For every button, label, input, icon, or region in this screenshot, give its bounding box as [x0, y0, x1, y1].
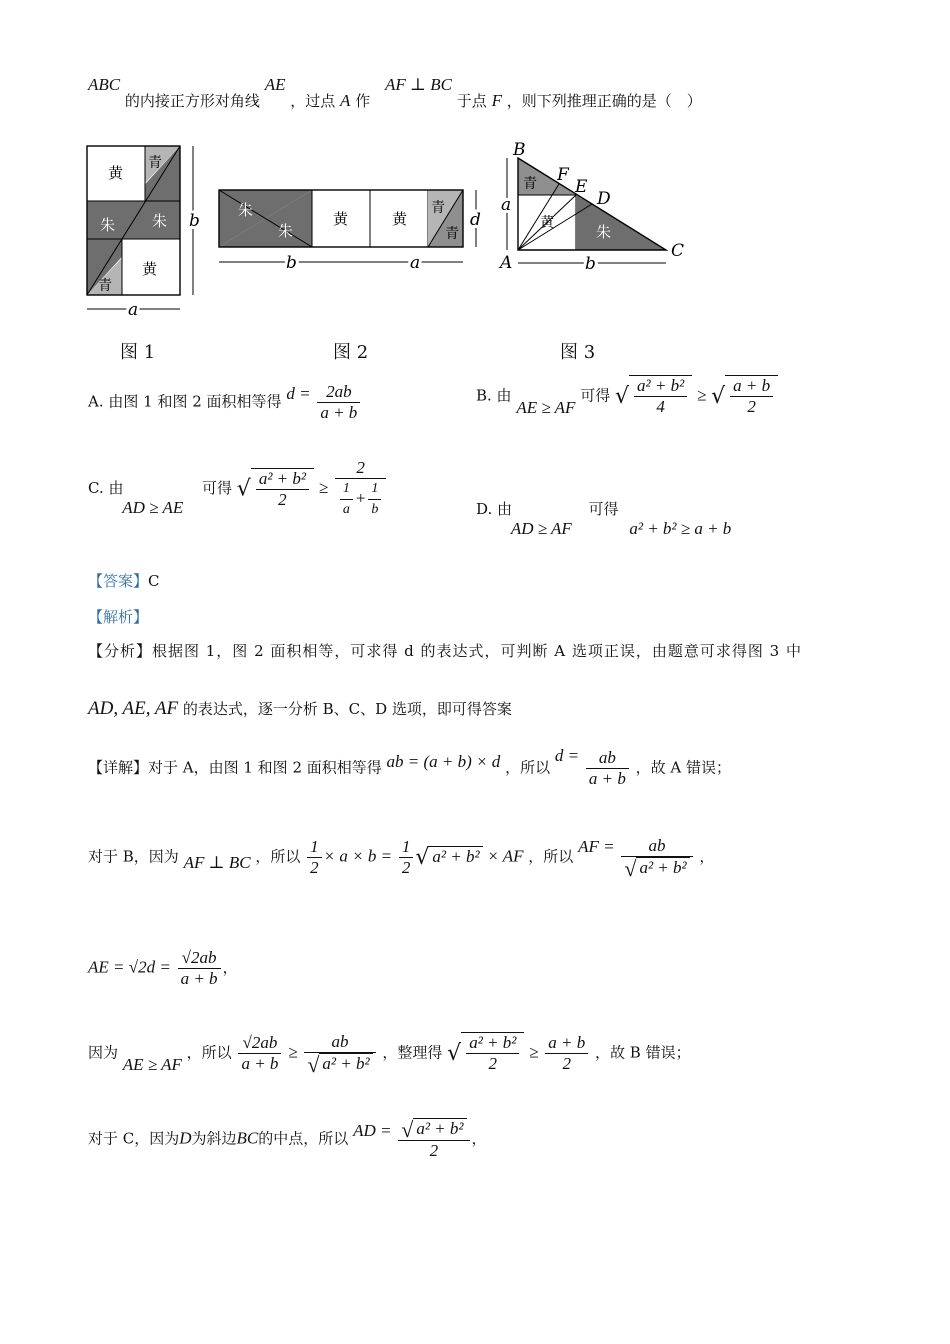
- detail-2-product: × a × b =: [323, 846, 393, 866]
- option-d[interactable]: [476, 498, 732, 538]
- option-c-inner-b-den: b: [371, 502, 379, 517]
- detail-2-so-2: ，所以: [528, 847, 574, 866]
- detail-2-half-2: [399, 837, 414, 878]
- detail-5-numerator: [398, 1118, 469, 1141]
- fig2-label-b: b: [286, 253, 297, 273]
- intro-ae: AE: [264, 75, 286, 94]
- option-c-fraction-2: [335, 458, 386, 520]
- fig1-label-zhu-left: 朱: [100, 216, 116, 234]
- analysis-paragraph-2: [88, 698, 512, 720]
- option-c-sqrt-sign: √: [236, 476, 251, 502]
- option-a-denominator: a + b: [320, 403, 358, 422]
- option-b-ge: ≥: [696, 385, 707, 405]
- fig2-label-zhu-top: 朱: [238, 201, 254, 219]
- detail-line-1: [88, 745, 732, 789]
- detail-4-so: ，所以: [186, 1043, 232, 1062]
- answer-tag: 【答案】: [88, 572, 149, 590]
- figure-2: [212, 180, 492, 275]
- detail-3-numerator: √2ab: [178, 948, 221, 969]
- detail-4-condition: AE ≥ AF: [122, 1054, 182, 1074]
- analysis-paragraph-1: 【分析】根据图 1，图 2 面积相等，可求得 d 的表达式，可判断 A 选项正误，由题意可求得图 3 中: [88, 642, 802, 660]
- detail-5-sqrt: a² + b²: [413, 1118, 466, 1139]
- detail-2-half-2-num: 1: [399, 837, 414, 858]
- detail-2-so: ，所以: [255, 847, 301, 866]
- detail-1-equation: ab = (a + b) × d: [386, 751, 501, 771]
- option-b-condition: AE ≥ AF: [516, 397, 576, 417]
- detail-1-conclusion: ，故 A 错误；: [635, 758, 732, 777]
- detail-5-text-3: 的中点，所以: [258, 1129, 349, 1148]
- option-b-fraction-1: [634, 376, 687, 417]
- detail-2-denominator: [621, 856, 692, 882]
- detail-2-half-1-num: 1: [307, 837, 322, 858]
- detail-5-sqrt-sign: √: [401, 1117, 414, 1143]
- figure-3-caption: 图 3: [560, 342, 596, 363]
- option-b-num-1: a² + b²: [634, 376, 687, 397]
- detail-4-den-sqrt: a² + b²: [319, 1053, 372, 1074]
- option-b-fraction-2: [730, 376, 773, 417]
- intro-text-4: 于点: [456, 92, 487, 110]
- fig1-label-qing-bottom: 青: [98, 278, 112, 294]
- fig2-label-qing-top: 青: [431, 200, 445, 216]
- option-d-label: D. 由: [476, 500, 513, 518]
- fig2-label-d: d: [470, 210, 481, 230]
- option-c-plus: +: [354, 488, 367, 508]
- fig3-label-E: E: [575, 177, 588, 197]
- option-b-num-2: a + b: [730, 376, 773, 397]
- fig3-label-B: B: [513, 140, 526, 160]
- option-c-get: 可得: [202, 479, 233, 497]
- intro-af-perp-bc: AF ⊥ BC: [385, 75, 452, 94]
- option-c-ge: ≥: [318, 478, 329, 497]
- detail-4-ge: ≥: [288, 1042, 298, 1062]
- fig2-label-zhu-bottom: 朱: [278, 222, 294, 240]
- option-b-sqrt-sign-2: √: [711, 384, 726, 409]
- figure-1-caption: 图 1: [120, 342, 156, 363]
- detail-4-den-2: [304, 1052, 375, 1078]
- fig3-label-F: F: [557, 165, 569, 185]
- detail-1-numerator: ab: [586, 748, 629, 769]
- detail-2-sqrt-sign: √: [415, 845, 430, 871]
- option-a-fraction: [317, 382, 360, 423]
- option-c-num-2: 2: [335, 458, 386, 479]
- option-c-num-1: a² + b²: [256, 469, 309, 490]
- fig1-label-b: b: [189, 211, 200, 231]
- detail-4-num-3: a² + b²: [466, 1033, 519, 1054]
- option-c-inner-b-num: 1: [368, 479, 381, 500]
- analysis-paragraph-2-text: 的表达式，逐一分析 B、C、D 选项，即可得答案: [182, 700, 512, 718]
- detail-4-den-sqrt-sign: √: [307, 1052, 320, 1078]
- option-b-den-2: 2: [747, 397, 756, 416]
- fig3-label-C: C: [671, 241, 685, 261]
- fig2-label-a: a: [410, 253, 421, 273]
- detail-2-times-af: × AF: [487, 846, 524, 866]
- intro-abc: ABC: [88, 75, 121, 94]
- detail-4-fraction-4: [545, 1033, 588, 1074]
- detail-2-comma: ，: [699, 847, 715, 866]
- detail-2-den-sqrt: a² + b²: [636, 857, 689, 878]
- detail-line-5: [88, 1118, 487, 1161]
- detail-5-text-2: 为斜边: [191, 1129, 237, 1148]
- detail-3-ae: AE = √2d =: [88, 957, 171, 977]
- detail-2-half-1: [307, 837, 322, 878]
- option-c-inner-a: [340, 479, 353, 520]
- detail-4-because: 因为: [88, 1043, 119, 1062]
- detail-1-text: 【详解】对于 A，由图 1 和图 2 面积相等得: [88, 758, 382, 777]
- fig2-label-qing-bottom: 青: [445, 226, 459, 242]
- detail-4-sqrt-sign: √: [447, 1041, 462, 1067]
- detail-4-fraction-2: [304, 1032, 375, 1078]
- option-c[interactable]: [88, 458, 388, 520]
- option-b-sqrt-sign-1: √: [614, 384, 630, 409]
- detail-4-den-1: a + b: [241, 1054, 279, 1074]
- intro-text-3: 作: [355, 92, 371, 110]
- option-b[interactable]: [476, 375, 778, 417]
- detail-2-den-sqrt-sign: √: [624, 856, 637, 882]
- intro-text-5: ，则下列推理正确的是（ ）: [506, 92, 702, 110]
- detail-1-fraction: [586, 748, 629, 789]
- option-c-den-2: [335, 479, 386, 520]
- detail-2-af: AF =: [578, 836, 615, 856]
- detail-1-d: d =: [554, 745, 580, 765]
- detail-4-num-1: √2ab: [238, 1033, 281, 1054]
- fig1-label-huang-bottom: 黄: [142, 260, 158, 278]
- detail-4-num-2: ab: [304, 1032, 375, 1053]
- detail-4-fraction-1: [238, 1033, 281, 1074]
- option-a-numerator: 2ab: [317, 382, 360, 403]
- option-d-condition: AD ≥ AF: [510, 519, 572, 538]
- fig1-label-qing-top: 青: [148, 155, 162, 171]
- option-c-condition: AD ≥ AE: [122, 498, 184, 517]
- option-c-fraction-1: [256, 469, 309, 510]
- detail-3-fraction: [178, 948, 221, 989]
- detail-line-4: [88, 1032, 691, 1078]
- detail-4-fraction-3: [466, 1033, 519, 1074]
- option-c-inner-a-num: 1: [340, 479, 353, 500]
- fig1-label-zhu-right: 朱: [152, 212, 168, 230]
- detail-4-den-3: 2: [488, 1054, 498, 1074]
- analysis-ad-ae-af: AD, AE, AF: [88, 698, 179, 719]
- option-c-inner-b: [368, 479, 381, 520]
- fig2-label-huang-1: 黄: [333, 210, 349, 228]
- fig3-label-b: b: [585, 254, 596, 274]
- option-c-inner-a-den: a: [342, 502, 350, 517]
- option-a-label: A. 由图 1 和图 2 面积相等得: [88, 392, 282, 411]
- figure-2-caption: 图 2: [333, 342, 369, 363]
- analysis-tag: 【解析】: [88, 608, 149, 626]
- fig3-label-huang: 黄: [540, 215, 554, 231]
- option-a-lhs: d =: [286, 383, 311, 403]
- detail-2-text: 对于 B，因为: [88, 847, 179, 866]
- detail-3-comma: ，: [222, 958, 238, 977]
- detail-2-half-2-den: 2: [401, 858, 411, 878]
- option-b-label: B. 由: [476, 386, 512, 405]
- option-c-label: C. 由: [88, 479, 124, 497]
- answer-value: C: [148, 572, 160, 590]
- intro-text-1: 的内接正方形对角线: [124, 92, 260, 110]
- detail-5-d: D: [179, 1128, 192, 1148]
- detail-2-numerator: ab: [621, 836, 692, 857]
- fig3-label-D: D: [597, 189, 611, 209]
- detail-5-text-1: 对于 C，因为: [88, 1129, 180, 1148]
- option-b-den-1: 4: [656, 397, 665, 416]
- detail-5-fraction: [398, 1118, 469, 1161]
- detail-2-perp: AF ⊥ BC: [183, 852, 251, 872]
- intro-line: [88, 75, 702, 110]
- detail-4-ge-2: ≥: [529, 1042, 539, 1062]
- option-d-expression: a² + b² ≥ a + b: [629, 519, 732, 538]
- detail-5-bc: BC: [236, 1128, 259, 1148]
- detail-4-num-4: a + b: [545, 1033, 588, 1054]
- option-a[interactable]: [88, 382, 362, 423]
- detail-5-ad: AD =: [353, 1120, 392, 1140]
- answer-line: [88, 570, 160, 591]
- detail-line-2: [88, 836, 715, 882]
- detail-2-fraction: [621, 836, 692, 882]
- option-c-den-1: 2: [278, 489, 287, 509]
- detail-4-den-4: 2: [562, 1054, 571, 1074]
- intro-text-2: ，过点: [290, 92, 336, 110]
- detail-2-sqrt: a² + b²: [429, 846, 482, 867]
- detail-5-comma: ，: [471, 1129, 487, 1148]
- detail-1-so: ，所以: [505, 758, 551, 777]
- detail-1-denominator: a + b: [588, 769, 626, 788]
- figure-1: [80, 138, 210, 318]
- fig3-label-zhu: 朱: [596, 223, 612, 241]
- intro-point-f: F: [491, 91, 502, 110]
- detail-4-conclusion: ，故 B 错误；: [595, 1043, 691, 1062]
- figure-3: [496, 138, 696, 278]
- fig1-label-a: a: [128, 300, 139, 318]
- fig1-label-huang-top: 黄: [108, 164, 124, 182]
- fig3-label-A: A: [500, 253, 513, 273]
- fig3-label-qing: 青: [523, 176, 537, 192]
- detail-4-arrange: ，整理得: [382, 1043, 443, 1062]
- detail-line-3: [88, 948, 238, 989]
- fig2-label-huang-2: 黄: [392, 210, 408, 228]
- intro-point-a: A: [340, 91, 351, 110]
- option-d-get: 可得: [588, 500, 619, 518]
- detail-5-denominator: 2: [429, 1141, 439, 1161]
- fig3-label-a: a: [501, 195, 512, 215]
- detail-2-half-1-den: 2: [310, 858, 319, 878]
- option-b-get: 可得: [580, 386, 611, 405]
- detail-3-denominator: a + b: [180, 969, 218, 988]
